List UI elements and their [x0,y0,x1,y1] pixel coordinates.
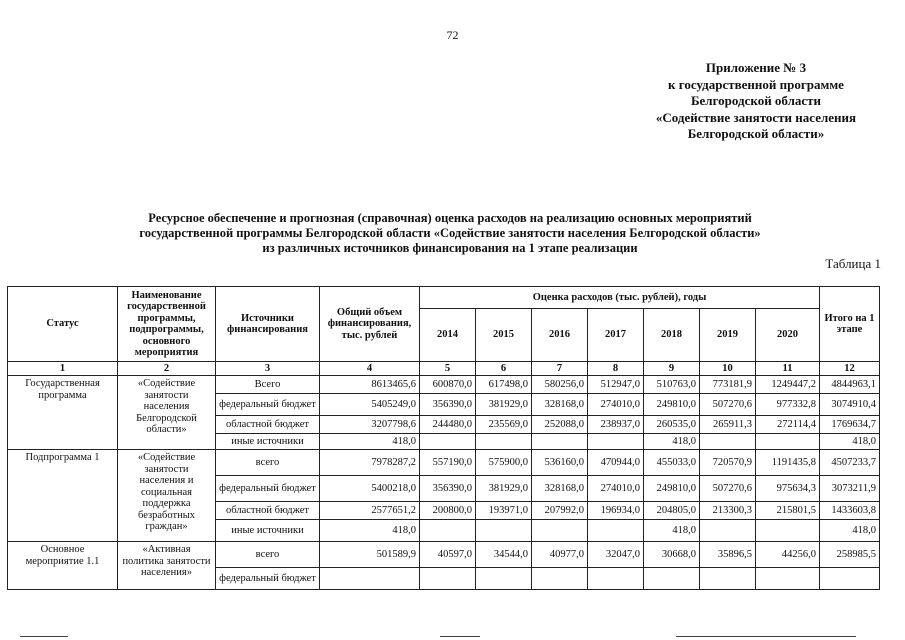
row-total: 418,0 [320,520,420,542]
row-year-value [588,520,644,542]
title-line-2: государственной программы Белгородской области «Содействие занятости населения Белгородской области» [139,226,761,240]
header-total-volume: Общий объем финансирования, тыс. рублей [320,287,420,362]
row-status: Подпрограмма 1 [8,450,118,542]
header-year: 2014 [420,309,476,362]
row-source: Всего [216,376,320,394]
row-stage-total: 3074910,4 [820,394,880,416]
row-year-value: 215801,5 [756,502,820,520]
document-title [90,211,810,256]
bottom-rule-center [440,636,480,637]
row-year-value: 200800,0 [420,502,476,520]
row-year-value: 536160,0 [532,450,588,476]
row-year-value: 720570,9 [700,450,756,476]
row-year-value [532,520,588,542]
row-source: всего [216,542,320,568]
funding-table [7,286,880,590]
row-year-value: 272114,4 [756,416,820,434]
row-stage-total: 3073211,9 [820,476,880,502]
row-year-value: 510763,0 [644,376,700,394]
row-total: 8613465,6 [320,376,420,394]
row-year-value [420,520,476,542]
row-year-value [420,568,476,590]
row-total [320,568,420,590]
row-year-value [756,568,820,590]
header-year: 2019 [700,309,756,362]
row-year-value: 328168,0 [532,476,588,502]
row-stage-total: 4507233,7 [820,450,880,476]
row-total: 5405249,0 [320,394,420,416]
row-year-value [532,568,588,590]
row-year-value: 557190,0 [420,450,476,476]
row-source: иные источники [216,434,320,450]
row-year-value: 507270,6 [700,476,756,502]
row-total: 418,0 [320,434,420,450]
row-year-value: 381929,0 [476,476,532,502]
row-total: 7978287,2 [320,450,420,476]
header-estimate: Оценка расходов (тыс. рублей), годы [420,287,820,309]
header-stage-total: Итого на 1 этапе [820,287,880,362]
row-year-value: 575900,0 [476,450,532,476]
row-year-value [420,434,476,450]
row-year-value [700,434,756,450]
row-year-value: 773181,9 [700,376,756,394]
row-name: «Активная политика занятости населения» [118,542,216,590]
row-stage-total: 418,0 [820,434,880,450]
appendix-line-5: Белгородской области» [687,126,825,141]
header-name: Наименование государственной программы, подпрограммы, основного мероприятия [118,287,216,362]
column-number: 10 [700,362,756,376]
row-year-value: 34544,0 [476,542,532,568]
row-year-value [756,520,820,542]
column-number: 2 [118,362,216,376]
row-year-value: 381929,0 [476,394,532,416]
row-year-value: 244480,0 [420,416,476,434]
row-year-value: 40597,0 [420,542,476,568]
row-year-value: 274010,0 [588,476,644,502]
row-year-value [476,520,532,542]
header-sources: Источники финансирования [216,287,320,362]
row-year-value [588,434,644,450]
row-year-value: 512947,0 [588,376,644,394]
row-year-value: 470944,0 [588,450,644,476]
row-year-value: 207992,0 [532,502,588,520]
row-year-value: 40977,0 [532,542,588,568]
header-year: 2016 [532,309,588,362]
row-source: иные источники [216,520,320,542]
appendix-line-3: Белгородской области [690,93,822,108]
row-stage-total: 418,0 [820,520,880,542]
row-year-value: 249810,0 [644,394,700,416]
page-number: 72 [446,28,459,42]
row-stage-total: 258985,5 [820,542,880,568]
row-year-value: 265911,3 [700,416,756,434]
row-year-value: 249810,0 [644,476,700,502]
appendix-line-1: Приложение № 3 [705,60,807,75]
bottom-rule-left [20,636,68,637]
row-year-value: 507270,6 [700,394,756,416]
row-status: Основное мероприятие 1.1 [8,542,118,590]
row-year-value: 1191435,8 [756,450,820,476]
row-total: 3207798,6 [320,416,420,434]
table-row [8,542,880,568]
row-source: федеральный бюджет [216,394,320,416]
row-year-value: 193971,0 [476,502,532,520]
row-source: всего [216,450,320,476]
row-source: областной бюджет [216,416,320,434]
title-line-3: из различных источников финансирования на 1 этапе реализации [262,241,638,255]
row-year-value [476,434,532,450]
row-year-value: 204805,0 [644,502,700,520]
row-year-value: 455033,0 [644,450,700,476]
header-year: 2015 [476,309,532,362]
row-year-value: 30668,0 [644,542,700,568]
row-year-value [700,568,756,590]
appendix-block [631,60,881,143]
row-year-value [644,568,700,590]
column-number: 7 [532,362,588,376]
row-total: 501589,9 [320,542,420,568]
row-year-value [476,568,532,590]
row-year-value: 617498,0 [476,376,532,394]
row-year-value: 32047,0 [588,542,644,568]
column-number: 6 [476,362,532,376]
row-year-value: 260535,0 [644,416,700,434]
header-year: 2017 [588,309,644,362]
row-year-value [588,568,644,590]
row-year-value: 975634,3 [756,476,820,502]
row-year-value: 274010,0 [588,394,644,416]
column-number: 3 [216,362,320,376]
row-year-value: 328168,0 [532,394,588,416]
row-stage-total: 1769634,7 [820,416,880,434]
column-number: 5 [420,362,476,376]
row-year-value: 418,0 [644,520,700,542]
table-row [8,450,880,476]
header-year: 2020 [756,309,820,362]
row-year-value: 213300,3 [700,502,756,520]
row-status: Государственная программа [8,376,118,450]
row-year-value: 1249447,2 [756,376,820,394]
row-year-value: 235569,0 [476,416,532,434]
column-number: 9 [644,362,700,376]
row-source: областной бюджет [216,502,320,520]
row-year-value: 238937,0 [588,416,644,434]
row-name: «Содействие занятости населения и социальная поддержка безработных граждан» [118,450,216,542]
row-name: «Содействие занятости населения Белгородской области» [118,376,216,450]
row-source: федеральный бюджет [216,476,320,502]
row-year-value [532,434,588,450]
row-year-value: 356390,0 [420,476,476,502]
table-row [8,376,880,394]
column-number: 1 [8,362,118,376]
column-number: 4 [320,362,420,376]
row-year-value: 418,0 [644,434,700,450]
row-stage-total: 1433603,8 [820,502,880,520]
appendix-line-4: «Содействие занятости населения [655,109,857,125]
row-year-value: 580256,0 [532,376,588,394]
row-stage-total: 4844963,1 [820,376,880,394]
row-year-value [756,434,820,450]
bottom-rule-right [676,636,856,637]
column-number: 8 [588,362,644,376]
row-year-value: 35896,5 [700,542,756,568]
row-total: 5400218,0 [320,476,420,502]
row-year-value: 356390,0 [420,394,476,416]
appendix-line-2: к государственной программе [668,76,844,92]
row-year-value: 44256,0 [756,542,820,568]
column-number: 12 [820,362,880,376]
row-year-value: 252088,0 [532,416,588,434]
row-source: федеральный бюджет [216,568,320,590]
row-stage-total [820,568,880,590]
row-year-value: 600870,0 [420,376,476,394]
header-status: Статус [8,287,118,362]
title-line-1: Ресурсное обеспечение и прогнозная (справочная) оценка расходов на реализацию основных мероприятий [148,211,752,225]
table-label: Таблица 1 [825,256,881,271]
row-year-value: 196934,0 [588,502,644,520]
header-year: 2018 [644,309,700,362]
row-year-value [700,520,756,542]
column-number: 11 [756,362,820,376]
row-year-value: 977332,8 [756,394,820,416]
row-total: 2577651,2 [320,502,420,520]
